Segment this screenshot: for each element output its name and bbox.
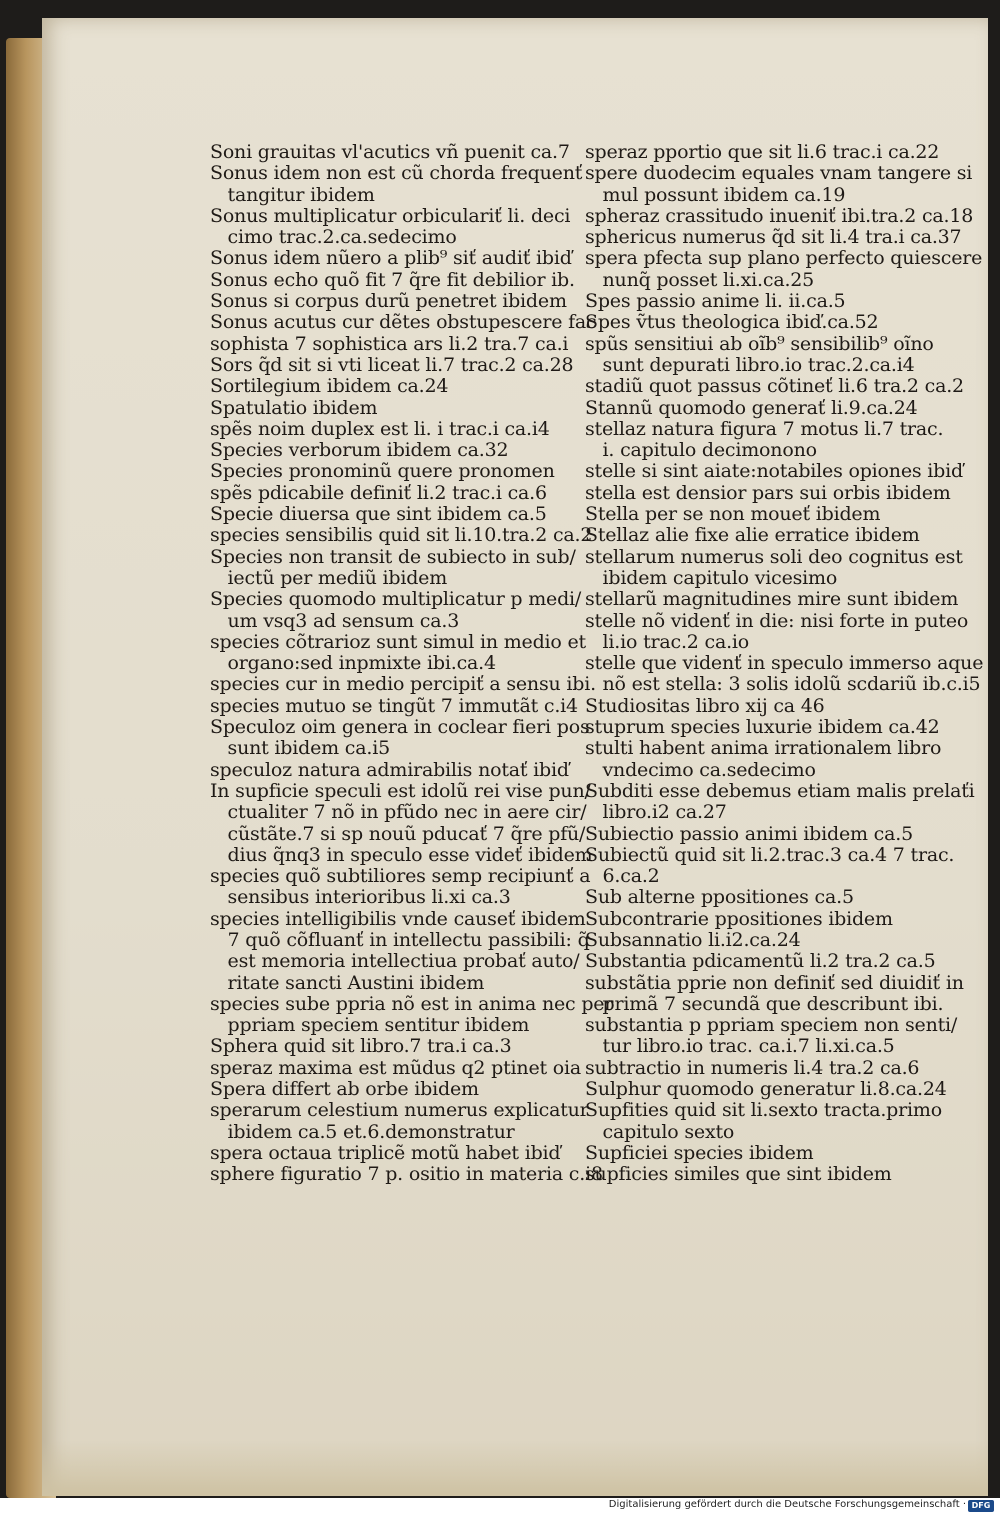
index-entry: cũstãte.7 si sp nouũ pducať 7 q̃re pfũ/ — [210, 822, 586, 845]
index-entry: 6.ca.2 — [585, 865, 660, 888]
index-entry: stellaz natura figura 7 motus li.7 trac. — [585, 417, 944, 440]
index-entry: stellarũ magnitudines mire sunt ibidem — [585, 588, 959, 611]
index-entry: spera pfecta sup plano perfecto quiescere — [585, 247, 983, 270]
index-column-right — [585, 141, 984, 1186]
index-entry: ibidem ca.5 et.6.demonstratur — [210, 1120, 515, 1143]
index-entry: ctualiter 7 nõ in pfũdo nec in aere cir/ — [210, 801, 587, 824]
index-entry: speculoz natura admirabilis notať ibiď — [210, 758, 569, 781]
index-entry: Speculoz oim genera in coclear fieri pos — [210, 716, 590, 739]
index-entry: um vsq3 ad sensum ca.3 — [210, 609, 460, 632]
index-entry: Sulphur quomodo generatur li.8.ca.24 — [585, 1078, 947, 1101]
index-entry: subtractio in numeris li.4 tra.2 ca.6 — [585, 1056, 920, 1079]
index-entry: In supficie speculi est idolũ rei vise pun/ — [210, 779, 591, 802]
index-entry: Subiectũ quid sit li.2.trac.3 ca.4 7 trac. — [585, 843, 955, 866]
index-entry: Spes passio anime li. ii.ca.5 — [585, 290, 846, 313]
index-entry: spere duodecim equales vnam tangere si — [585, 162, 973, 185]
index-entry: species cur in medio percipiť a sensu ibi. — [210, 673, 596, 696]
index-entry: Subiectio passio animi ibidem ca.5 — [585, 822, 913, 845]
index-entry: Species verborum ibidem ca.32 — [210, 439, 509, 462]
index-entry: sensibus interioribus li.xi ca.3 — [210, 886, 511, 909]
index-entry: stadiũ quot passus cõtineť li.6 tra.2 ca.2 — [585, 375, 964, 398]
index-entry: species mutuo se tingũt 7 immutãt c.i4 — [210, 694, 578, 717]
index-entry: capitulo sexto — [585, 1120, 735, 1143]
index-entry: Subditi esse debemus etiam malis prelaťi — [585, 779, 975, 802]
index-entry: Sonus idem nũero a plib⁹ siť audiť ibiď — [210, 247, 572, 270]
dfg-logo-icon: DFG — [968, 1500, 994, 1512]
index-entry: stelle nõ videnť in die: nisi forte in puteo — [585, 609, 969, 632]
index-entry: li.io trac.2 ca.io — [585, 630, 750, 653]
index-entry: Sors q̃d sit si vti liceat li.7 trac.2 ca.28 — [210, 353, 574, 376]
index-entry: Subcontrarie ppositiones ibidem — [585, 907, 893, 930]
index-entry: Supficiei species ibidem — [585, 1141, 814, 1164]
index-entry: stellarum numerus soli deo cognitus est — [585, 545, 963, 568]
index-entry: ppriam speciem sentitur ibidem — [210, 1014, 530, 1037]
index-entry: Sonus idem non est cũ chorda frequenť — [210, 162, 583, 185]
index-entry: sunt depurati libro.io trac.2.ca.i4 — [585, 353, 915, 376]
index-entry: supficies similes que sint ibidem — [585, 1163, 892, 1186]
index-entry: Stellaz alie fixe alie erratice ibidem — [585, 524, 920, 547]
index-entry: Sub alterne ppositiones ca.5 — [585, 886, 854, 909]
index-entry: organo:sed inpmixte ibi.ca.4 — [210, 652, 496, 675]
index-entry: ritate sancti Austini ibidem — [210, 971, 485, 994]
index-entry: Sonus echo quõ fit 7 q̃re fit debilior ib. — [210, 268, 575, 291]
index-entry: sperarum celestium numerus explicatur — [210, 1099, 589, 1122]
index-entry: Sphera quid sit libro.7 tra.i ca.3 — [210, 1035, 512, 1058]
index-entry: Spes ṽtus theologica ibiď.ca.52 — [585, 311, 879, 334]
footer-bar — [0, 1498, 1000, 1514]
index-entry: vndecimo ca.sedecimo — [585, 758, 816, 781]
index-entry: i. capitulo decimonono — [585, 439, 817, 462]
index-entry: sphere figuratio 7 p. ositio in materia c.i8 — [210, 1163, 603, 1186]
index-entry: est memoria intellectiua probať auto/ — [210, 950, 580, 973]
index-entry: primã 7 secundã que describunt ibi. — [585, 992, 944, 1015]
index-entry: tur libro.io trac. ca.i.7 li.xi.ca.5 — [585, 1035, 895, 1058]
index-entry: Stella per se non moueť ibidem — [585, 503, 881, 526]
index-entry: species quõ subtiliores semp recipiunť a — [210, 865, 591, 888]
index-entry: nunq̃ posset li.xi.ca.25 — [585, 268, 815, 291]
funding-credit: Digitalisierung gefördert durch die Deutsche Forschungsgemeinschaft · — [608, 1499, 966, 1510]
index-entry: stuprum species luxurie ibidem ca.42 — [585, 716, 940, 739]
page-wear — [42, 1440, 988, 1496]
index-entry: stulti habent anima irrationalem libro — [585, 737, 942, 760]
index-column-left — [210, 141, 614, 1186]
index-entry: stelle que videnť in speculo immerso aque — [585, 652, 984, 675]
index-entry: substantia p ppriam speciem non senti/ — [585, 1014, 958, 1037]
index-entry: substãtia pprie non definiť sed diuidiť in — [585, 971, 964, 994]
index-entry: mul possunt ibidem ca.19 — [585, 183, 846, 206]
index-entry: Soni grauitas vl'acutics vñ puenit ca.7 — [210, 141, 570, 163]
index-entry: sophista 7 sophistica ars li.2 tra.7 ca.i — [210, 332, 569, 355]
index-entry: spẽs noim duplex est li. i trac.i ca.i4 — [210, 417, 550, 440]
index-entry: Substantia pdicamentũ li.2 tra.2 ca.5 — [585, 950, 936, 973]
index-entry: species sensibilis quid sit li.10.tra.2 ca.2 — [210, 524, 593, 547]
index-entry: Sonus si corpus durũ penetret ibidem — [210, 290, 567, 313]
index-entry: libro.i2 ca.27 — [585, 801, 727, 824]
index-entry: Sonus multiplicatur orbiculariť li. deci — [210, 204, 571, 227]
index-entry: species cõtrarioz sunt simul in medio et — [210, 630, 586, 653]
index-entry: ibidem capitulo vicesimo — [585, 566, 838, 589]
index-entry: Supfities quid sit li.sexto tracta.primo — [585, 1099, 942, 1122]
index-entry: speraz maxima est mũdus q2 ptinet oia — [210, 1056, 582, 1079]
index-entry: spũs sensitiui ab oĩb⁹ sensibilib⁹ oĩno — [585, 332, 934, 355]
index-entry: cimo trac.2.ca.sedecimo — [210, 226, 457, 249]
index-entry: Species non transit de subiecto in sub/ — [210, 545, 576, 568]
index-entry: Species quomodo multiplicatur p medi/ — [210, 588, 582, 611]
index-entry: spheraz crassitudo inueniť ibi.tra.2 ca.18 — [585, 204, 974, 227]
index-entry: stelle si sint aiate:notabiles opiones ibiď — [585, 460, 963, 483]
index-entry: speraz pportio que sit li.6 trac.i ca.22 — [585, 141, 940, 163]
index-entry: Sortilegium ibidem ca.24 — [210, 375, 449, 398]
index-entry: spera octaua triplicẽ motũ habet ibiď — [210, 1141, 561, 1164]
index-entry: Spera differt ab orbe ibidem — [210, 1078, 479, 1101]
index-entry: spẽs pdicabile definiť li.2 trac.i ca.6 — [210, 481, 547, 504]
index-entry: Specie diuersa que sint ibidem ca.5 — [210, 503, 547, 526]
index-entry: sphericus numerus q̃d sit li.4 tra.i ca.37 — [585, 226, 962, 249]
index-entry: tangitur ibidem — [210, 183, 375, 206]
index-entry: species intelligibilis vnde causeť ibidem — [210, 907, 586, 930]
index-entry: iectũ per mediũ ibidem — [210, 566, 448, 589]
index-entry: Species pronominũ quere pronomen — [210, 460, 555, 483]
index-entry: dius q̃nq3 in speculo esse videť ibidem — [210, 843, 593, 866]
index-entry: species sube ppria nõ est in anima nec per — [210, 992, 614, 1015]
index-entry: sunt ibidem ca.i5 — [210, 737, 390, 760]
index-entry: stella est densior pars sui orbis ibidem — [585, 481, 951, 504]
index-entry: 7 quõ cõfluanť in intellectu passibili: q̃ — [210, 928, 590, 951]
index-entry: Subsannatio li.i2.ca.24 — [585, 928, 801, 951]
index-entry: Spatulatio ibidem — [210, 396, 378, 419]
index-entry: Studiositas libro xij ca 46 — [585, 694, 825, 717]
index-entry: Stannũ quomodo generať li.9.ca.24 — [585, 396, 918, 419]
index-entry: nõ est stella: 3 solis idolũ scdariũ ib.c.i5 — [585, 673, 981, 696]
index-entry: Sonus acutus cur dẽtes obstupescere fac — [210, 311, 597, 334]
